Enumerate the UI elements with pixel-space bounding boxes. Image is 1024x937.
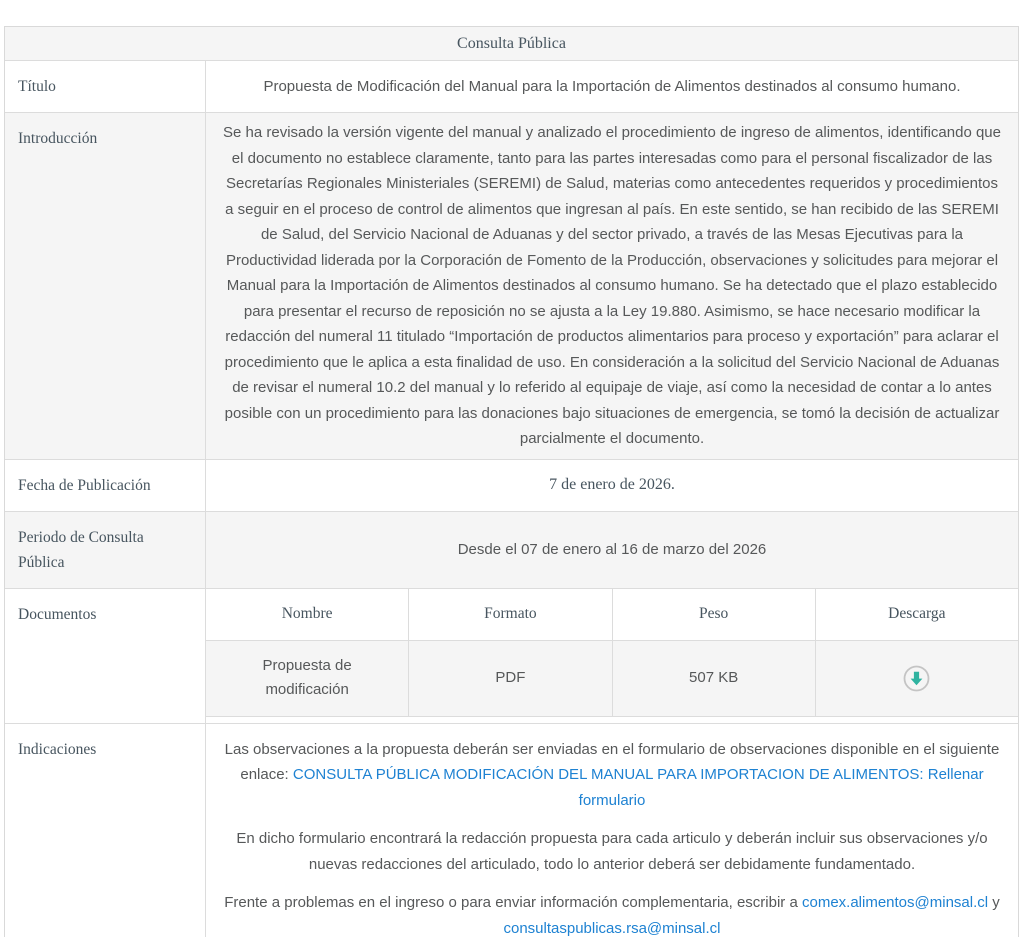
documentos-value (206, 589, 1018, 723)
fecha-publicacion-value: 7 de enero de 2026. (549, 476, 675, 494)
document-table-row (206, 641, 1018, 717)
indicaciones-p3-separator: y (988, 894, 1000, 911)
indicaciones-label: Indicaciones (5, 724, 206, 937)
row-periodo-consulta (5, 512, 1018, 589)
periodo-consulta-value: Desde el 07 de enero al 16 de marzo del 2026 (457, 540, 767, 558)
column-header-descarga: Descarga (816, 589, 1018, 641)
document-peso: 507 KB (613, 641, 816, 717)
row-titulo (5, 61, 1018, 113)
consulta-publica-table (4, 26, 1019, 937)
column-header-peso: Peso (613, 589, 816, 641)
page-title: Consulta Pública (457, 34, 566, 52)
indicaciones-paragraph-1 (222, 737, 1002, 814)
document-nombre: Propuesta de modificación (206, 641, 409, 717)
documentos-label: Documentos (5, 589, 206, 723)
email-link-consultaspublicas[interactable]: consultaspublicas.rsa@minsal.cl (503, 919, 721, 937)
document-descarga-cell (816, 641, 1018, 717)
document-formato: PDF (409, 641, 612, 717)
indicaciones-paragraph-3 (222, 890, 1002, 937)
introduccion-value: Se ha revisado la versión vigente del manual y analizado el procedimiento de ingreso de alimentos, identificando que el documento no establece claramente, tanto para las partes interesadas como para el personal fiscalizador de las Secretarías Regionales Ministeriales (SEREMI) de Salud, materias como antecedentes requeridos y procedimientos a seguir en el proceso de control de alimentos que ingresan al país. En este sentido, se han recibido de las SEREMI de Salud, del Servicio Nacional de Aduanas y del sector privado, a través de las Mesas Ejecutivas para la Productividad liderada por la Corporación de Fomento de la Producción, observaciones y solicitudes para mejorar el Manual para la Importación de Alimentos destinados al consumo humano. Se ha detectado que el plazo establecido para presentar el recurso de reposición no se ajusta a la Ley 19.880. Asimismo, se hace necesario modificar la redacción del numeral 11 titulado “Importación de productos alimentarios para proceso y exportación” para aclarar el procedimiento que le aplica a esta finalidad de uso. En consideración a la solicitud del Servicio Nacional de Aduanas de revisar el numeral 10.2 del manual y lo referido al equipaje de viaje, así como la necesidad de contar a lo antes posible con un procedimiento para las donaciones bajo situaciones de emergencia, se tomó la decisión de actualizar parcialmente el documento. (223, 124, 1001, 447)
indicaciones-value (206, 724, 1018, 937)
consulta-publica-document (4, 26, 1019, 937)
introduccion-label: Introducción (5, 113, 206, 459)
column-header-formato: Formato (409, 589, 612, 641)
periodo-consulta-label: Periodo de Consulta Pública (5, 512, 206, 588)
documentos-table (206, 589, 1018, 723)
download-arrow-icon (903, 665, 930, 692)
row-indicaciones (5, 724, 1018, 937)
download-button[interactable] (903, 665, 930, 692)
formulario-link[interactable]: CONSULTA PÚBLICA MODIFICACIÓN DEL MANUAL PARA IMPORTACION DE ALIMENTOS: Rellenar formulario (292, 766, 984, 809)
column-header-nombre: Nombre (206, 589, 409, 641)
documentos-table-header (206, 589, 1018, 641)
documentos-table-spacer (206, 717, 1018, 723)
indicaciones-p3-text: Frente a problemas en el ingreso o para enviar información complementaria, escribir a (224, 894, 802, 911)
row-introduccion (5, 113, 1018, 460)
row-fecha-publicacion (5, 460, 1018, 512)
titulo-label: Título (5, 61, 206, 112)
indicaciones-paragraph-2: En dicho formulario encontrará la redacción propuesta para cada articulo y deberán incluir sus observaciones y/o nuevas redacciones del articulado, todo lo anterior deberá ser debidamente fundamentado. (236, 830, 988, 873)
email-link-comex[interactable]: comex.alimentos@minsal.cl (801, 894, 989, 911)
table-header-row (5, 27, 1018, 61)
indicaciones-p1-text: Las observaciones a la propuesta deberán ser enviadas en el formulario de observaciones disponible en el siguiente enlace: (224, 740, 1000, 783)
fecha-publicacion-label: Fecha de Publicación (5, 460, 206, 511)
titulo-value: Propuesta de Modificación del Manual para la Importación de Alimentos destinados al consumo humano. (263, 77, 961, 95)
row-documentos (5, 589, 1018, 724)
